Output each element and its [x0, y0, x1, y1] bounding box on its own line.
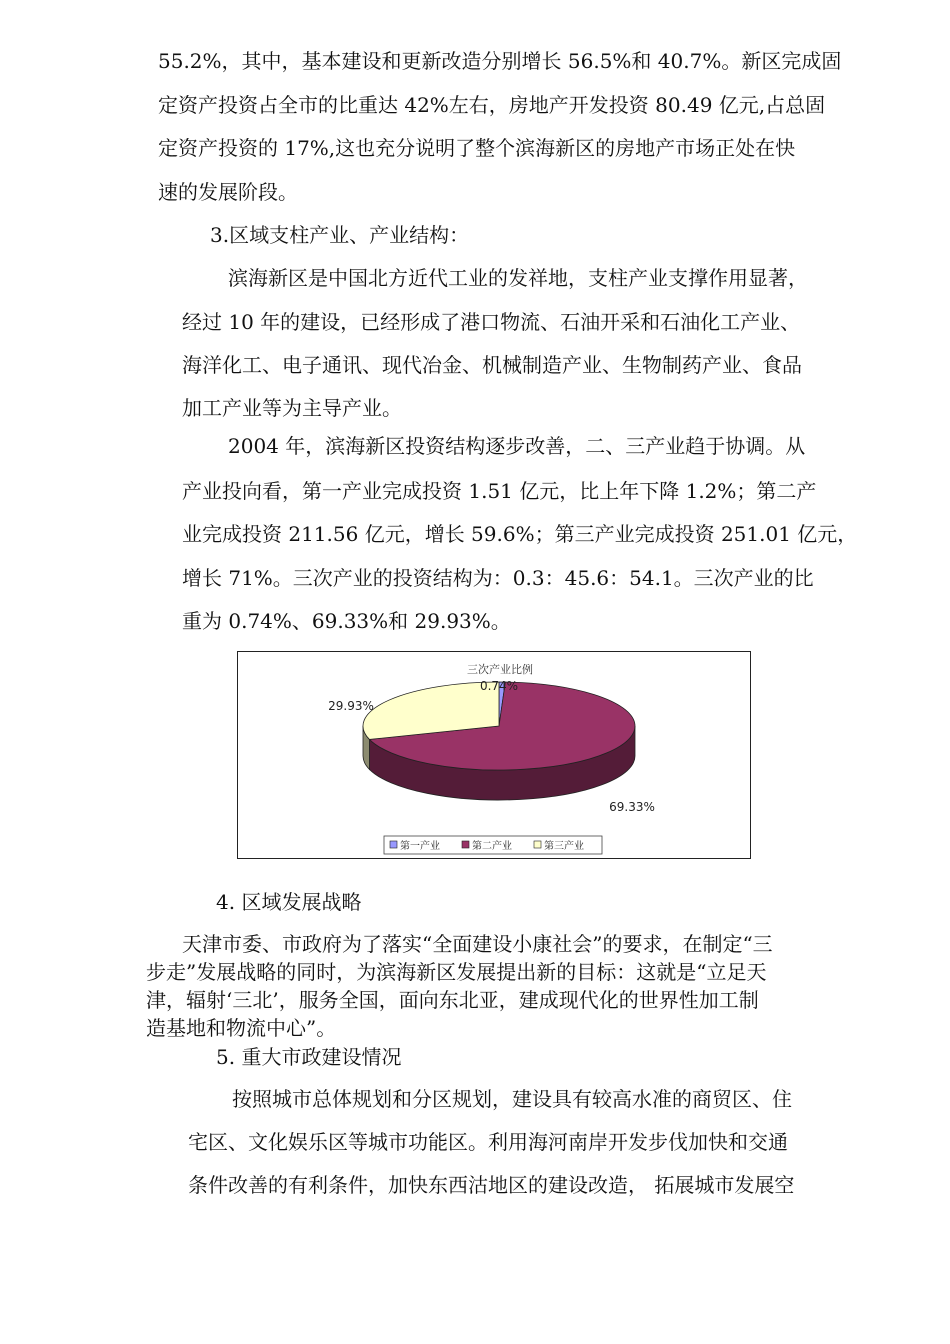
paragraph-line: 天津市委、市政府为了落实“全面建设小康社会”的要求，在制定“三 — [182, 932, 773, 956]
paragraph-line: 按照城市总体规划和分区规划，建设具有较高水准的商贸区、住 — [232, 1087, 792, 1111]
paragraph-line: 宅区、文化娱乐区等城市功能区。利用海河南岸开发步伐加快和交通 — [188, 1130, 788, 1154]
paragraph-line: 滨海新区是中国北方近代工业的发祥地，支柱产业支撑作用显著， — [228, 266, 808, 290]
paragraph-line: 2004 年，滨海新区投资结构逐步改善，二、三产业趋于协调。从 — [228, 434, 806, 458]
data-label: 29.93% — [328, 699, 374, 713]
paragraph-line: 经过 10 年的建设，已经形成了港口物流、石油开采和石油化工产业、 — [182, 310, 801, 334]
paragraph-line: 速的发展阶段。 — [158, 180, 298, 204]
paragraph-line: 重为 0.74%、69.33%和 29.93%。 — [182, 609, 511, 633]
paragraph-line: 增长 71%。三次产业的投资结构为：0.3：45.6：54.1。三次产业的比 — [182, 566, 814, 590]
data-label: 69.33% — [609, 800, 655, 814]
paragraph-line: 造基地和物流中心”。 — [146, 1016, 337, 1040]
legend-label: 第二产业 — [472, 841, 512, 852]
paragraph-line: 加工产业等为主导产业。 — [182, 396, 402, 420]
pie-chart — [238, 652, 750, 858]
section-heading: 3.区域支柱产业、产业结构： — [210, 223, 470, 247]
paragraph-line: 海洋化工、电子通讯、现代冶金、机械制造产业、生物制药产业、食品 — [182, 353, 802, 377]
legend-swatch — [390, 841, 397, 848]
section-heading: 4. 区域发展战略 — [216, 890, 362, 914]
paragraph-line: 业完成投资 211.56 亿元，增长 59.6%；第三产业完成投资 251.01 亿元， — [182, 522, 858, 546]
paragraph-line: 55.2%，其中，基本建设和更新改造分别增长 56.5%和 40.7%。新区完成固 — [158, 49, 842, 73]
legend-label: 第一产业 — [400, 841, 440, 852]
paragraph-line: 条件改善的有利条件，加快东西沽地区的建设改造， 拓展城市发展空 — [188, 1173, 795, 1197]
legend-label: 第三产业 — [544, 841, 584, 852]
paragraph-line: 定资产投资占全市的比重达 42%左右，房地产开发投资 80.49 亿元,占总固 — [158, 93, 826, 117]
pie-chart-frame — [237, 651, 751, 859]
paragraph-line: 定资产投资的 17%,这也充分说明了整个滨海新区的房地产市场正处在快 — [158, 136, 796, 160]
paragraph-line: 津，辐射‘三北’，服务全国，面向东北亚，建成现代化的世界性加工制 — [146, 988, 759, 1012]
chart-title: 三次产业比例 — [467, 663, 533, 676]
section-heading: 5. 重大市政建设情况 — [216, 1045, 402, 1069]
legend-swatch — [462, 841, 469, 848]
legend-swatch — [534, 841, 541, 848]
paragraph-line: 步走”发展战略的同时，为滨海新区发展提出新的目标：这就是“立足天 — [146, 960, 767, 984]
data-label: 0.74% — [479, 679, 519, 693]
paragraph-line: 产业投向看，第一产业完成投资 1.51 亿元，比上年下降 1.2%；第二产 — [182, 479, 817, 503]
